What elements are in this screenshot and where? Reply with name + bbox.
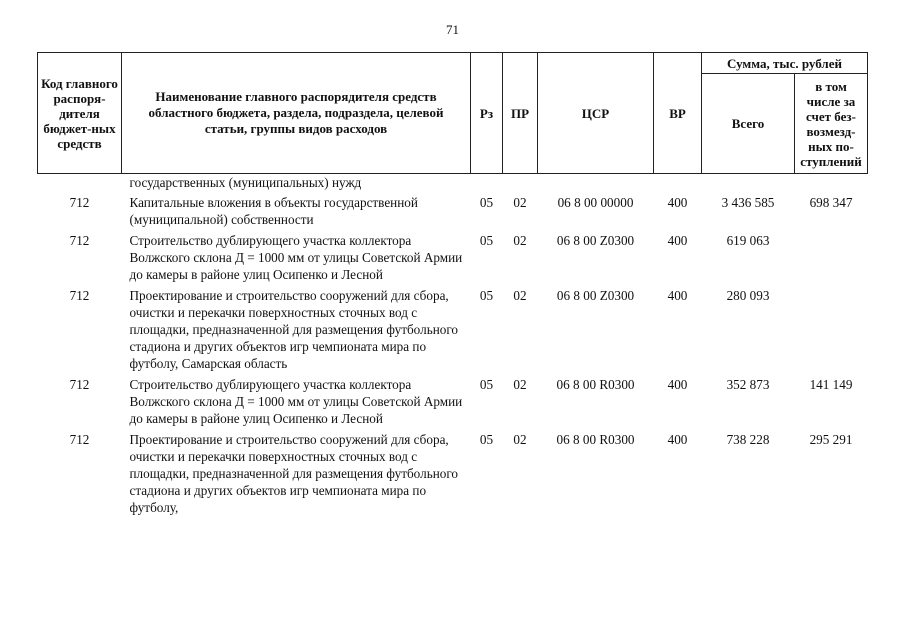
cell-rz: 05 — [479, 233, 494, 248]
header-csr: ЦСР — [538, 53, 654, 174]
cell-code: 712 — [69, 432, 90, 447]
cell-code: 712 — [69, 233, 90, 248]
table-row — [38, 284, 868, 373]
header-free: в том числе за счет без-возмезд-ных по-ступлений — [795, 74, 868, 174]
cell-free — [795, 229, 868, 284]
cell-name: Проектирование и строительство сооружений для сбора, очистки и перекачки поверхностных сточных вод с площадки, предназначенной для размещения футбольного стадиона и других объектов игр чемпионата мира по футболу, Самарская область — [129, 288, 459, 371]
cell-vr: 400 — [667, 432, 688, 447]
cell-total: 280 093 — [726, 288, 770, 303]
cell-rz: 05 — [479, 377, 494, 392]
cell-csr: 06 8 00 R0300 — [556, 377, 635, 392]
header-pr: ПР — [503, 53, 538, 174]
cell-csr: 06 8 00 R0300 — [556, 432, 635, 447]
header-sum-group: Сумма, тыс. рублей — [702, 53, 868, 74]
cell-total: 738 228 — [726, 432, 770, 447]
cell-name: Строительство дублирующего участка коллектора Волжского склона Д = 1000 мм от улицы Советской Армии до камеры в районе улиц Осипенко и Лесной — [129, 233, 463, 282]
cell-pr: 02 — [513, 432, 527, 447]
budget-table — [37, 52, 868, 517]
cell-csr: 06 8 00 Z0300 — [556, 288, 635, 303]
table-row — [38, 229, 868, 284]
cell-pr: 02 — [513, 288, 527, 303]
table-header — [38, 53, 868, 174]
cell-vr: 400 — [667, 233, 688, 248]
cell-free — [795, 284, 868, 373]
cell-free: 698 347 — [809, 195, 853, 210]
table-row — [38, 191, 868, 229]
cell-total: 619 063 — [726, 233, 770, 248]
cell-vr: 400 — [667, 195, 688, 210]
continuation-text: государственных (муниципальных) нужд — [129, 175, 362, 190]
cell-pr: 02 — [513, 195, 527, 210]
cell-name: Капитальные вложения в объекты государственной (муниципальной) собственности — [129, 195, 418, 227]
header-vr: ВР — [654, 53, 702, 174]
cell-total: 352 873 — [726, 377, 770, 392]
cell-pr: 02 — [513, 377, 527, 392]
cell-csr: 06 8 00 Z0300 — [556, 233, 635, 248]
cell-code: 712 — [69, 377, 90, 392]
cell-free: 295 291 — [809, 432, 853, 447]
cell-total: 3 436 585 — [721, 195, 775, 210]
header-name: Наименование главного распорядителя средств областного бюджета, раздела, подраздела, целевой статьи, группы видов расходов — [122, 53, 471, 174]
cell-code: 712 — [69, 288, 90, 303]
cell-csr: 06 8 00 00000 — [557, 195, 634, 210]
continuation-row — [38, 174, 868, 192]
cell-rz: 05 — [479, 195, 494, 210]
cell-code: 712 — [69, 195, 90, 210]
header-total: Всего — [702, 74, 795, 174]
table-body — [38, 174, 868, 518]
cell-name: Строительство дублирующего участка коллектора Волжского склона Д = 1000 мм от улицы Советской Армии до камеры в районе улиц Осипенко и Лесной — [129, 377, 463, 426]
header-code: Код главного распоря-дителя бюджет-ных средств — [38, 53, 122, 174]
cell-rz: 05 — [479, 432, 494, 447]
table-row — [38, 428, 868, 517]
cell-vr: 400 — [667, 377, 688, 392]
header-rz: Рз — [471, 53, 503, 174]
cell-pr: 02 — [513, 233, 527, 248]
table-row — [38, 373, 868, 428]
page-number: 71 — [446, 22, 459, 37]
cell-vr: 400 — [667, 288, 688, 303]
cell-name: Проектирование и строительство сооружений для сбора, очистки и перекачки поверхностных сточных вод с площадки, предназначенной для размещения футбольного стадиона и других объектов игр чемпионата мира по футболу, — [129, 432, 459, 515]
cell-free: 141 149 — [809, 377, 853, 392]
cell-rz: 05 — [479, 288, 494, 303]
